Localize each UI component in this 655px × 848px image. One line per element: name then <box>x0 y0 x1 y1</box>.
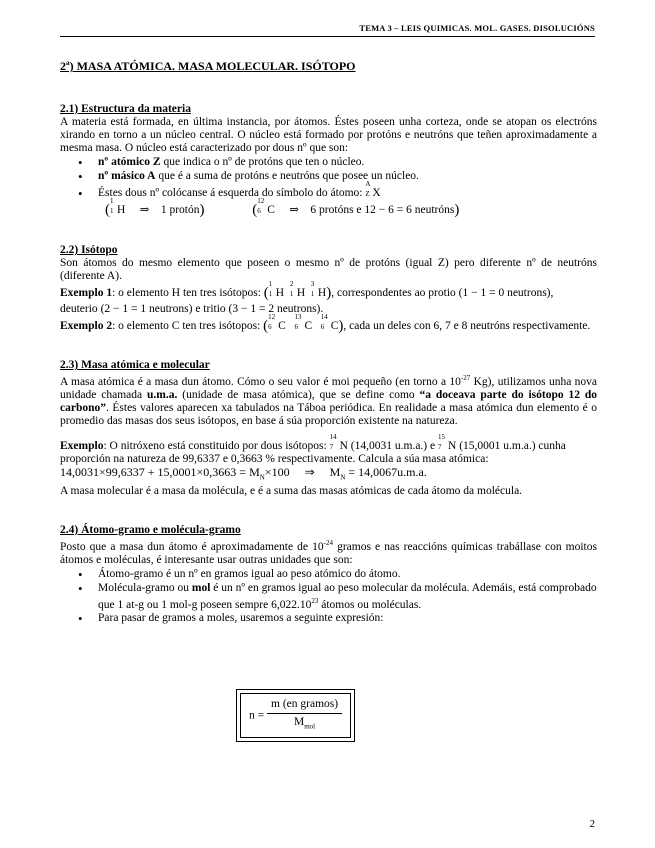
moles-formula: n = $\frac{\text{m (en gramos)}}{M_{mol}}$ <box>240 693 351 738</box>
nitrogen-example-line-2: proporción na natureza de 99,6337 e 0,3663 % respectivamente. Calcula a súa masa atómica: <box>60 453 489 466</box>
list-item: • Éstes dous nº colócanse á esquerda do símbolo do átomo: A Z X <box>98 187 597 200</box>
page-number: 2 <box>589 818 595 830</box>
isotope-examples-row: ( 1 1 H ⇒ 1 protón) ( 12 6 C ⇒ 6 protóns e 12 − 6 = 6 neutróns) <box>105 197 460 219</box>
section-2-1-list <box>60 156 597 200</box>
nitrogen-example: Exemplo: O nitróxeno está constituido por dous isótopos: 14 7 N (14,0031 u.m.a.) e 15 7 N (15,0001 u.m.a.) cunha <box>60 433 566 453</box>
main-title: 2ª) MASA ATÓMICA. MASA MOLECULAR. ISÓTOPO <box>60 59 356 73</box>
section-2-3-paragraph: A masa atómica é a masa dun átomo. Cómo o seu valor é moi pequeño (en torno a $10^{-27}$ Kg), utilizamos unha nova unidade chamada u.m.a. (unidade de masa atómica), que se define como “a doceava parte do isótopo 12 do carbono”. Éstes valores aparecen xa tabulados na Táboa periódica. En realidade a masa atómica dun elemento é o promedio das masas dos seus isótopos, en base á súa proporción existente na natureza. <box>60 374 597 428</box>
section-2-3-title: 2.3) Masa atómica e molecular <box>60 359 210 372</box>
section-2-2-title: 2.2) Isótopo <box>60 244 118 257</box>
formula-numerator: m (en gramos) <box>267 698 342 714</box>
molecular-mass-definition: A masa molecular é a masa da molécula, e é a suma das masas atómicas de cada átomo da molécula. <box>60 484 523 497</box>
section-2-4-title: 2.4) Átomo-gramo e molécula-gramo <box>60 523 241 536</box>
isotope-notation: A Z X <box>365 180 381 199</box>
list-item: • Molécula-gramo ou mol é un nº en gramos igual ao peso molecular da molécula. Ademáis, está comprobado que 1 at-g ou 1 mol-g poseen sempre 6,022.10$^{23}$ átomos ou moléculas. <box>98 582 597 612</box>
running-header: TEMA 3 – LEIS QUIMICAS. MOL. GASES. DISOLUCIÓNS <box>359 23 595 33</box>
example-1: Exemplo 1: o elemento H ten tres isótopos: ( 1 1 H 2 1 H 3 1 H), correspondentes ao protio (1 − 1 = 0 neutrons), <box>60 280 554 302</box>
moles-formula-box <box>236 689 355 742</box>
list-item: • Para pasar de gramos a moles, usaremos a seguinte expresión: <box>98 612 597 625</box>
section-2-1-title: 2.1) Estructura da materia <box>60 103 191 115</box>
list-item: • nº atómico Z que indica o nº de protóns que ten o núcleo. <box>98 156 597 169</box>
example-2: Exemplo 2: o elemento C ten tres isótopos: ( 12 6 C 13 6 C 14 6 C), cada un deles con 6, 7 e 8 neutróns respectivamente. <box>60 313 591 335</box>
example-1-line-2: deuterio (2 − 1 = 1 neutrons) e tritio (3 − 1 = 2 neutrons). <box>60 303 324 316</box>
section-2-2-paragraph: Son átomos do mesmo elemento que poseen o mesmo nº de protóns (igual Z) pero diferente nº de neutróns (diferente A). <box>60 257 597 283</box>
page-body <box>60 60 597 626</box>
section-2-4-paragraph: Posto que a masa dun átomo é aproximadamente de $10^{-24}$ gramos e nas reaccións químicas trabállase con moitos átomos e moléculas, é interesante usar outras unidades que son: <box>60 538 597 566</box>
section-2-4-list <box>60 568 597 626</box>
list-item: • nº másico A que é a suma de protóns e neutróns que posee un núcleo. <box>98 170 597 183</box>
formula-denominator: $M_{mol}$ <box>293 716 316 731</box>
atomic-mass-equation: $14,0031\times 99,6337 + 15,0001\times 0,3663 = M_N\times 100$ ⇒ $M_N = 14,0067u.m.a$. <box>60 465 427 482</box>
header-rule <box>60 36 595 37</box>
list-item: • Átomo-gramo é un nº en gramos igual ao peso atómico do átomo. <box>98 568 597 581</box>
section-2-1-paragraph: A materia está formada, en última instancia, por átomos. Éstes poseen unha corteza, onde se atopan os electróns xirando en torno a un núcleo central. O núcleo está formado por protóns e neutróns que teñen aproximadamente a mesma masa. O núcleo está caracterizado por dous nº que son: <box>60 116 597 154</box>
